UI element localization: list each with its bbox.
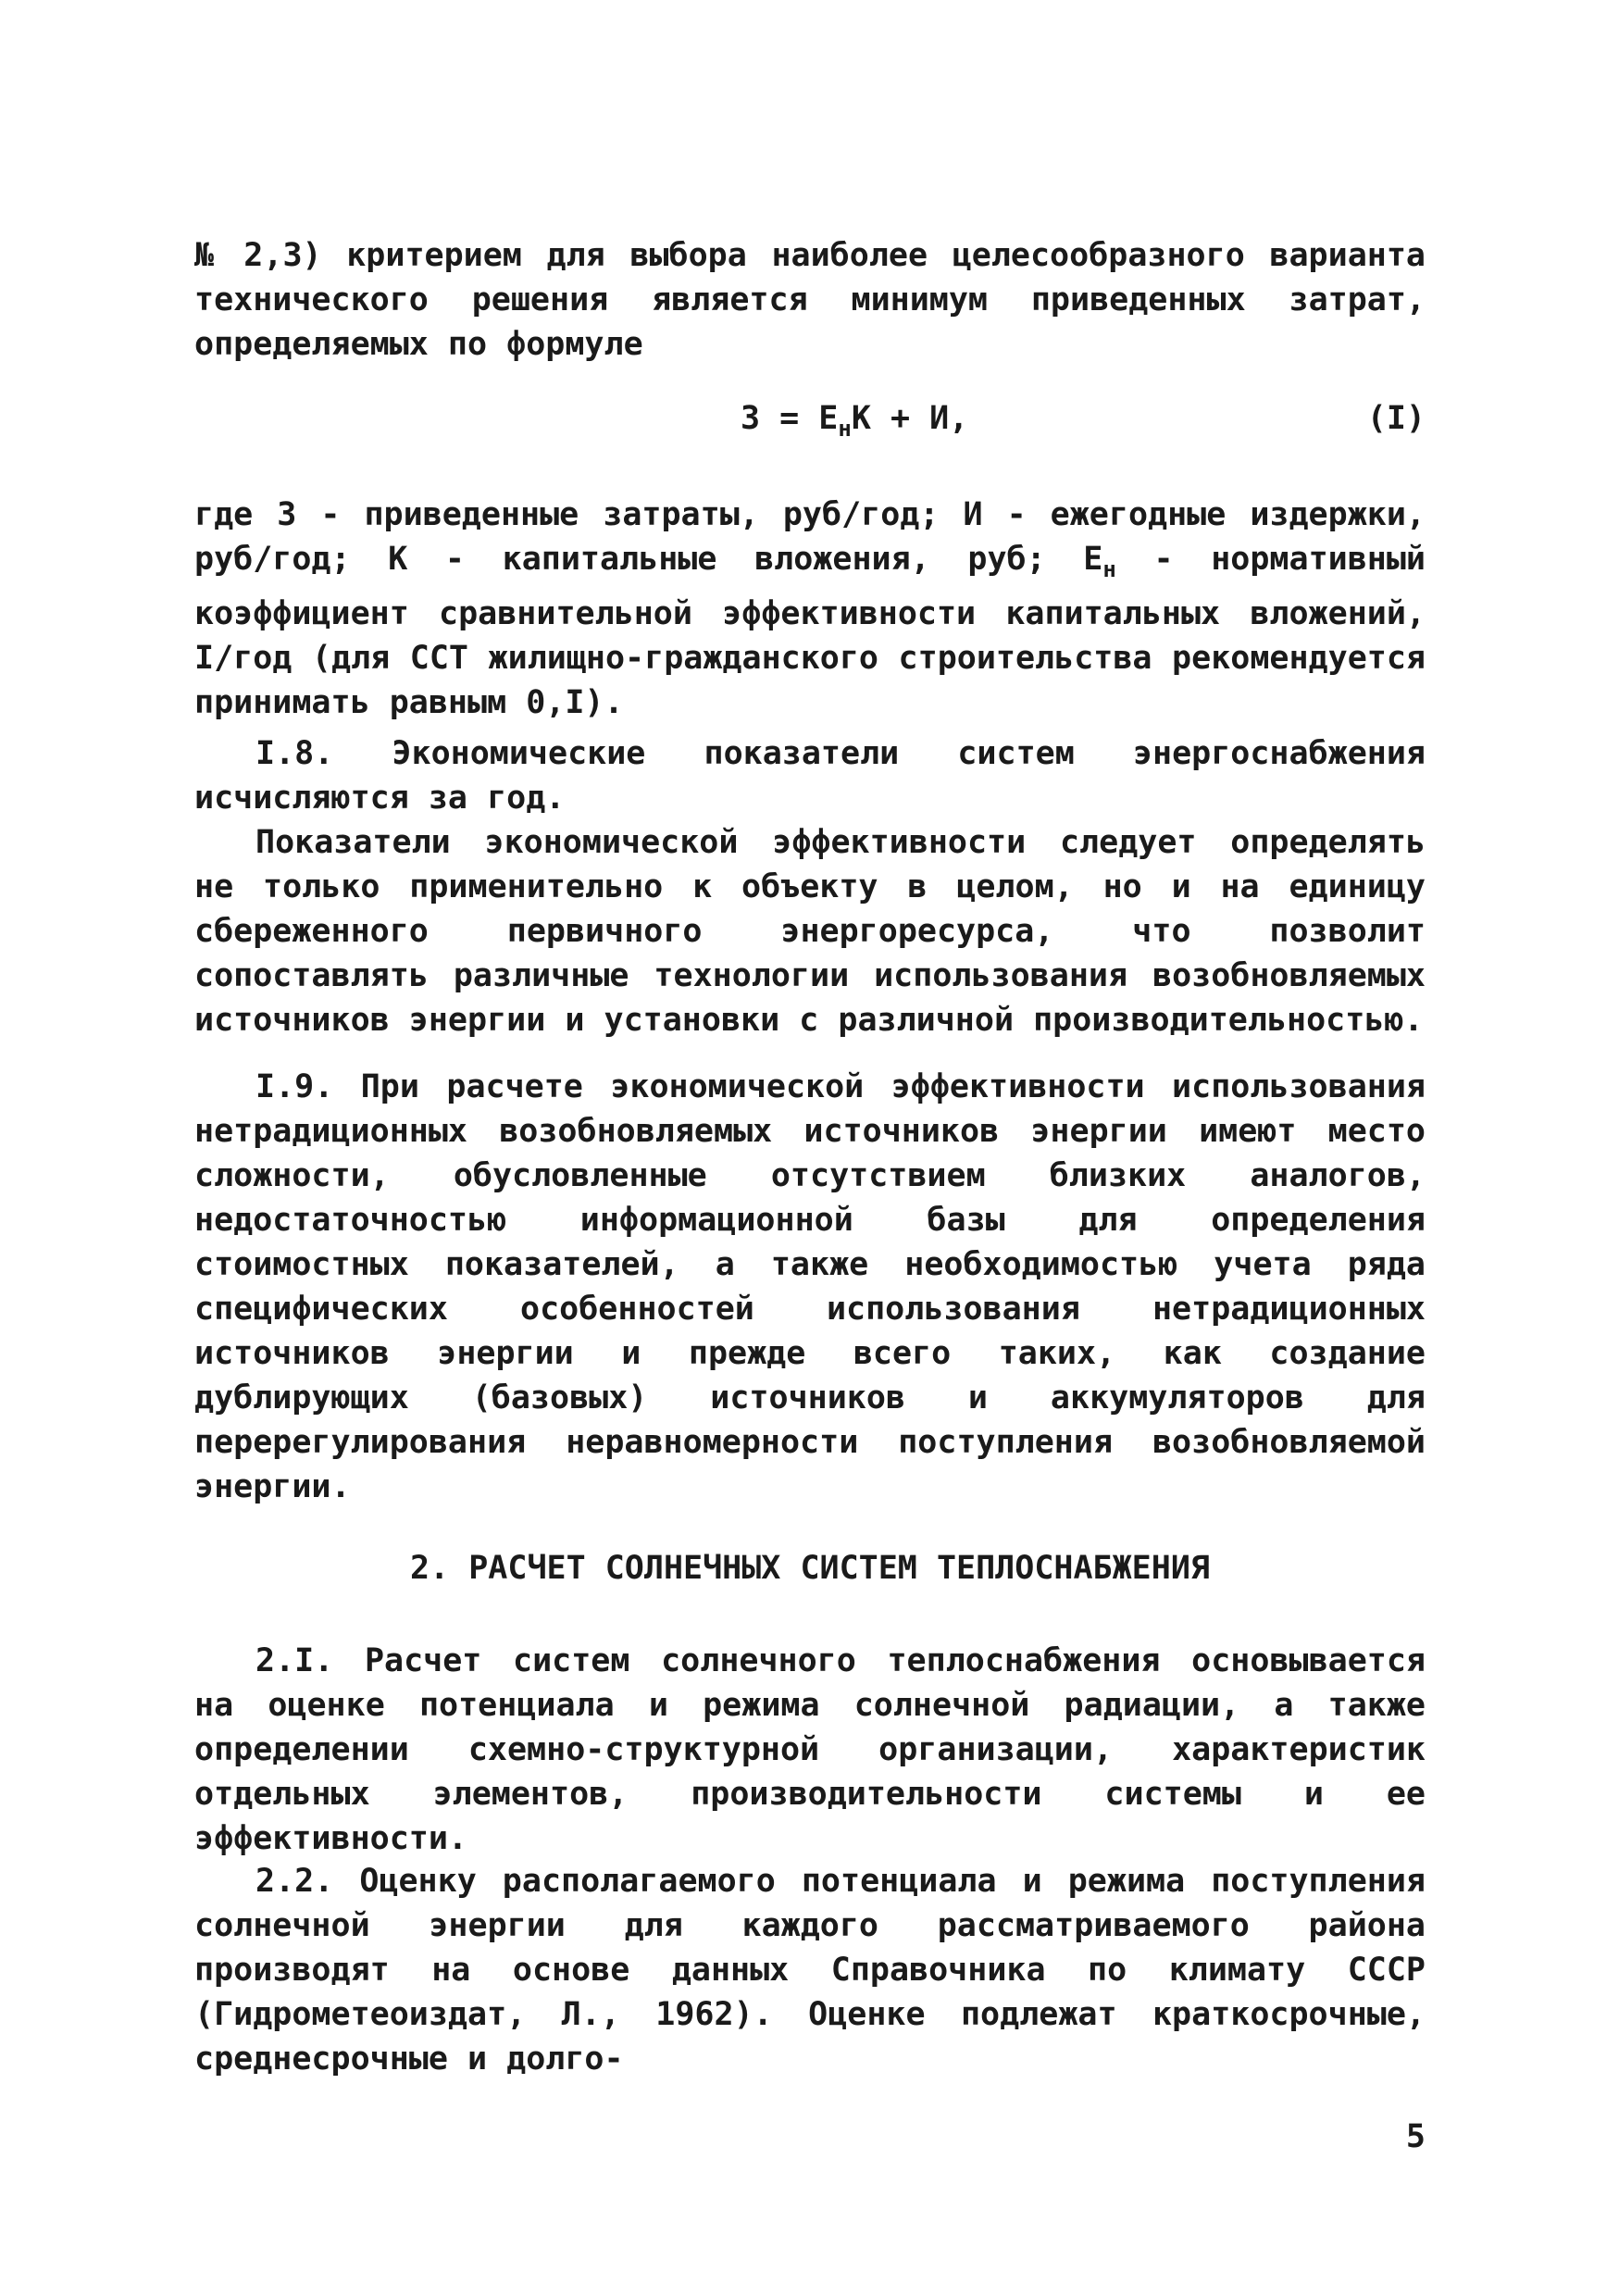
paragraph-1-8-b [194,820,1426,1042]
paragraph-2-2-text: 2.2. Оценку располагаемого потенциала и режима поступления солнечной энергии для каждого рассматриваемого района производят на основе данных Справочника по климату СССР (Гидрометеоиздат, Л., 1962). Оценке подлежат краткосрочные, среднесрочные и долго- [194,1863,1426,2078]
paragraph-2-1 [194,1639,1426,1861]
paragraph-where-text-1: где З - приведенные затраты, руб/год; И - ежегодные издержки, руб/год; К - капитальные вложения, руб; Е [194,496,1426,578]
equation-number: (I) [1366,400,1426,437]
paragraph-2-1-text: 2.I. Расчет систем солнечного теплоснабжения основывается на оценке потенциала и режима солнечной радиации, а также определении схемно-структурной организации, характеристик отдельных элементов, производительности системы и ее эффективности. [194,1642,1426,1857]
formula-row [194,396,1426,448]
page-number: 5 [1405,2118,1426,2155]
paragraph-intro-text: № 2,3) критерием для выбора наиболее целесообразного варианта технического решения является минимум приведенных затрат, определяемых по формуле [194,237,1426,363]
paragraph-intro [194,233,1426,367]
formula-left: З = Е [741,400,839,437]
paragraph-where-subscript: н [1102,556,1116,582]
formula-right: К + И, [851,400,969,437]
section-heading: 2. РАСЧЕТ СОЛНЕЧНЫХ СИСТЕМ ТЕПЛОСНАБЖЕНИЯ [410,1550,1210,1587]
paragraph-where [194,493,1426,725]
formula-subscript: н [838,416,852,442]
paragraph-2-2 [194,1859,1426,2081]
formula [741,396,968,451]
paragraph-1-8 [194,731,1426,820]
paragraph-1-9-text: I.9. При расчете экономической эффективности использования нетрадиционных возобновляемых источников энергии имеют место сложности, обусловленные отсутствием близких аналогов, недостаточностью информационной базы для определения стоимостных показателей, а также необходимостью учета ряда специфических особенностей использования нетрадиционных источников энергии и прежде всего таких, как создание дублирующих (базовых) источников и аккумуляторов для перерегулирования неравномерности поступления возобновляемой энергии. [194,1068,1426,1505]
paragraph-1-8-b-text: Показатели экономической эффективности следует определять не только применительно к объекту в целом, но и на единицу сбереженного первичного энергоресурса, что позволит сопоставлять различные технологии использования возобновляемых источников энергии и установки с различной производительностью. [194,824,1426,1039]
paragraph-1-9 [194,1065,1426,1509]
paragraph-1-8-text: I.8. Экономические показатели систем энергоснабжения исчисляются за год. [194,735,1426,817]
paragraph-where-text-2: - нормативный коэффициент сравнительной эффективности капитальных вложений, I/год (для ССТ жилищно-гражданского строительства рекомендуется принимать равным 0,I). [194,541,1426,721]
